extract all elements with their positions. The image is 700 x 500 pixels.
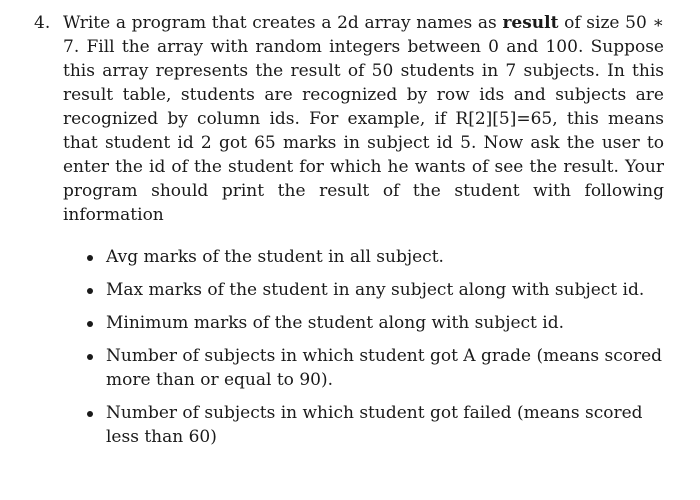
list-item-text: Minimum marks of the student along with subject id. bbox=[106, 313, 565, 333]
list-item-text: Max marks of the student in any subject along with subject id. bbox=[106, 280, 645, 300]
list-item bbox=[106, 401, 664, 449]
problem-number: 4. bbox=[34, 13, 51, 33]
bullet-icon bbox=[87, 411, 93, 417]
bullet-icon bbox=[87, 288, 93, 294]
list-item bbox=[106, 344, 664, 392]
list-item-text: Number of subjects in which student got A grade (means scored more than or equal to 90). bbox=[106, 346, 663, 390]
problem-text-part2: of size 50 ∗ 7. Fill the array with random integers between 0 and 100. Suppose this array represents the result of 50 students in 7 subjects. In this result table, students are recognized by row ids and subjects are recognized by column ids. For example, if R[2][5]=65, this means that student id 2 got 65 marks in subject id 5. Now ask the user to enter the id of the student for which he wants of see the result. Your program should print the result of the student with following information bbox=[63, 13, 664, 225]
list-item bbox=[106, 278, 664, 302]
list-item bbox=[106, 245, 664, 269]
bold-term-result: result bbox=[502, 13, 559, 33]
problem-statement bbox=[34, 11, 664, 458]
bullet-icon bbox=[87, 354, 93, 360]
bullet-icon bbox=[87, 321, 93, 327]
requirements-list bbox=[34, 245, 664, 449]
problem-text-part1: Write a program that creates a 2d array names as bbox=[63, 13, 503, 33]
bullet-icon bbox=[87, 255, 93, 261]
problem-text bbox=[63, 11, 664, 227]
list-item bbox=[106, 311, 664, 335]
list-item-text: Number of subjects in which student got failed (means scored less than 60) bbox=[106, 403, 643, 447]
list-item-text: Avg marks of the student in all subject. bbox=[106, 247, 444, 267]
